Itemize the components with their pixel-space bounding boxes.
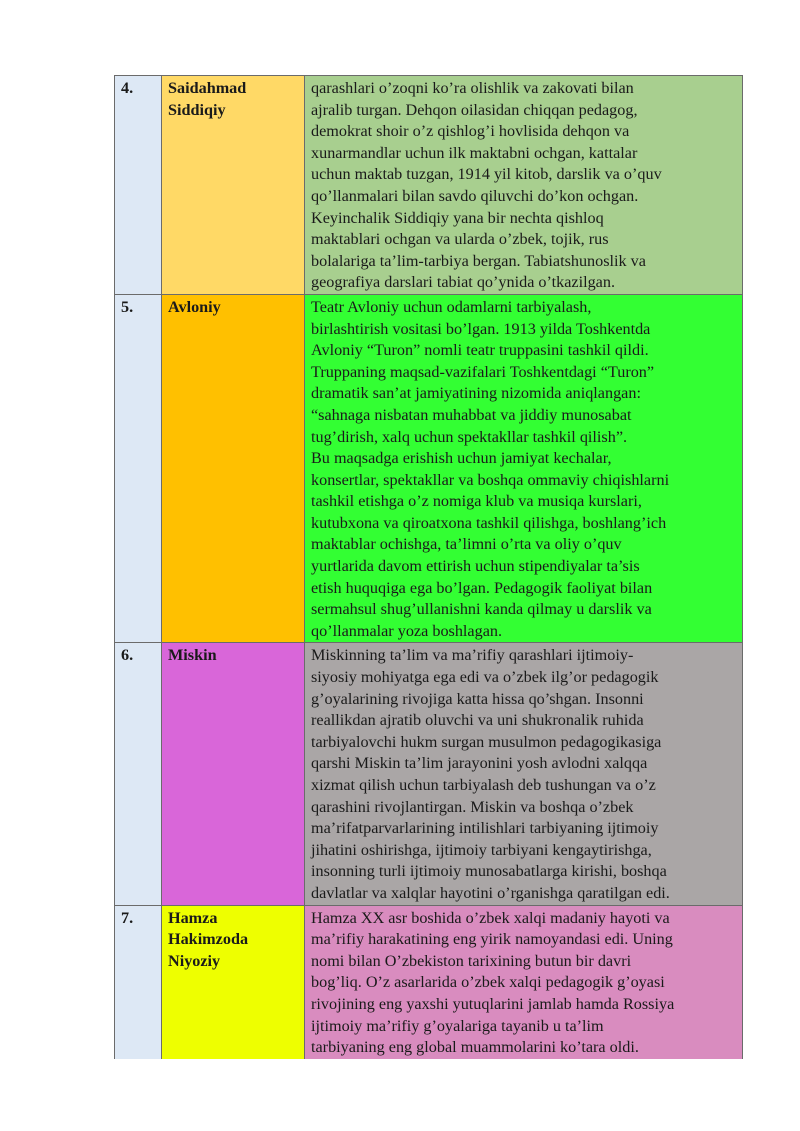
thinkers-table — [114, 75, 743, 1059]
thinker-name-text: Saidahmad Siddiqiy — [168, 79, 247, 119]
description-text: Miskinning ta’lim va ma’rifiy qarashlari ijtimoiy- siyosiy mohiyatga ega edi va o’zbek ilg’or pedagogik g’oyalarining rivojiga katta hissa qo’shgan. Insonni reallikdan ajratib oluvchi va uni shukronalik ruhida tarbiyalovchi hukm surgan musulmon pedagogikasiga qarshi Miskin ta’lim jarayonini yosh avlodni xalqqa xizmat qilish uchun tarbiyalash deb tushungan va o’z qarashini rivojlantirgan. Miskin va boshqa o’zbek ma’rifatparvarlarining intilishlari tarbiyaning ijtimoiy jihatini oshirishga, ijtimoiy tarbiyani kengaytirishga, insonning turli ijtimoiy munosabatlarga kirishi, boshqa davlatlar va xalqlar hayotini o’rganishga qaratilgan edi. — [311, 646, 670, 902]
thinker-name-text: Miskin — [168, 646, 217, 665]
row-number: 6. — [115, 643, 162, 905]
thinker-name — [162, 905, 305, 1059]
description-text: Hamza XX asr boshida o’zbek xalqi madaniy hayoti va ma’rifiy harakatining eng yirik namoyandasi edi. Uning nomi bilan O’zbekiston tarixining butun bir davri bog’liq. O’z asarlarida o’zbek xalqi pedagogik g’oyasi rivojining eng yaxshi yutuqlarini jamlab hamda Rossiya ijtimoiy ma’rifiy g’oyalariga tayanib u ta’lim tarbiyaning eng global muammolarini ko’tara oldi. — [311, 908, 675, 1057]
thinker-description — [305, 76, 743, 295]
description-text: Teatr Avloniy uchun odamlarni tarbiyalash, birlashtirish vositasi bo’lgan. 1913 yilda Toshkentda Avloniy “Turon” nomli teatr truppasini tashkil qildi. Truppaning maqsad-vazifalari Toshkentdagi “Turon” dramatik san’at jamiyatining nizomida aniqlangan: “sahnaga nisbatan muhabbat va jiddiy munosabat tug’dirish, xalq uchun spektakllar tashkil qilish”. Bu maqsadga erishish uchun jamiyat kechalar, konsertlar, spektakllar va boshqa ommaviy chiqishlarni tashkil etishga o’z nomiga klub va musiqa kurslari, kutubxona va qiroatxona tashkil qilishga, boshlang’ich maktablar ochishga, ta’limni o’rta va oliy o’quv yurtlarida davom ettirish uchun stipendiyalar ta’sis etish huquqiga ega bo’lgan. Pedagogik faoliyat bilan sermahsul shug’ullanishni kanda qilmay u darslik va qo’llanmalar yoza boshlagan. — [311, 297, 670, 640]
table-row — [115, 76, 743, 295]
table-row — [115, 905, 743, 1059]
thinker-name-text: Hamza Hakimzoda Niyoziy — [168, 908, 249, 970]
table-row — [115, 643, 743, 905]
thinker-name — [162, 643, 305, 905]
row-number: 7. — [115, 905, 162, 1059]
thinker-description — [305, 905, 743, 1059]
thinker-description — [305, 643, 743, 905]
row-number: 4. — [115, 76, 162, 295]
thinker-name — [162, 76, 305, 295]
table-row — [115, 294, 743, 643]
description-text: qarashlari o’zoqni ko’ra olishlik va zakovati bilan ajralib turgan. Dehqon oilasidan chiqqan pedagog, demokrat shoir o’z qishlog’i hovlisida dehqon va xunarmandlar uchun ilk maktabni ochgan, kattalar uchun maktab tuzgan, 1914 yil kitob, darslik va o’quv qo’llanmalari bilan savdo qiluvchi do’kon ochgan. Keyinchalik Siddiqiy yana bir nechta qishloq maktablari ochgan va ularda o’zbek, tojik, rus bolalariga ta’lim-tarbiya bergan. Tabiatshunoslik va geografiya darslari tabiat qo’ynida o’tkazilgan. — [311, 79, 662, 292]
thinker-name-text: Avloniy — [168, 297, 221, 316]
thinker-description — [305, 294, 743, 643]
thinker-name — [162, 294, 305, 643]
row-number: 5. — [115, 294, 162, 643]
